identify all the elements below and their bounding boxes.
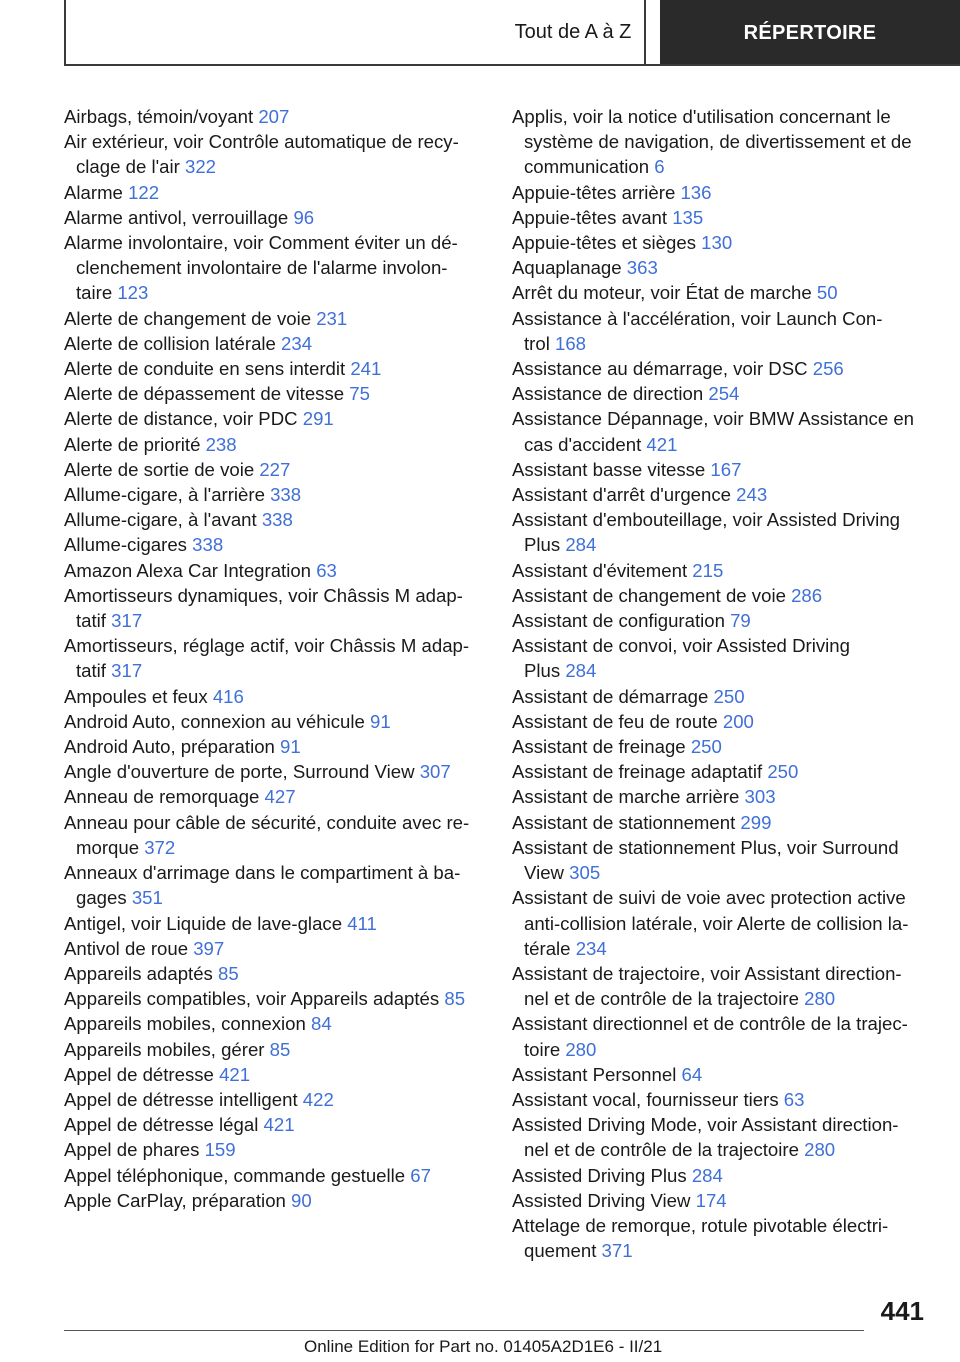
index-entry-page-link[interactable]: 215 [692,559,724,581]
index-entry-page-link[interactable]: 238 [205,433,237,455]
index-entry-page-link[interactable]: 317 [111,660,143,682]
index-entry [64,507,484,532]
index-entry-term: Assistant de stationnement [512,811,741,833]
index-entry [64,558,484,583]
index-entry [64,356,484,381]
index-entry [512,558,936,583]
index-entry-page-link[interactable]: 167 [710,458,742,480]
index-entry-page-link[interactable]: 256 [812,358,844,380]
header-tab-label: Tout de A à Z [514,20,632,43]
index-entry [512,280,936,305]
index-entry-term: Anneaux d'arrimage dans le compartiment à ba‐ gages [64,862,461,909]
index-entry-page-link[interactable]: 85 [218,962,239,984]
index-entry-term: Assistant d'évitement [512,559,693,581]
index-entry [64,911,484,936]
index-entry-page-link[interactable]: 96 [293,206,315,228]
index-entry-term: Appareils compatibles, voir Appareils adaptés [64,988,445,1010]
index-entry-term: Appuie-têtes arrière [512,181,681,203]
index-entry-term: Appareils adaptés [64,962,219,984]
index-entry-term: Assisted Driving View [512,1189,696,1211]
index-entry [64,205,484,230]
index-entry-term: Amazon Alexa Car Integration [64,559,317,581]
index-entry-term: Antivol de roue [64,937,194,959]
index-entry-term: Appareils mobiles, connexion [64,1013,312,1035]
index-entry [512,406,936,456]
index-entry-page-link[interactable]: 136 [680,181,712,203]
index-entry-page-link[interactable]: 122 [128,181,160,203]
index-entry-page-link[interactable]: 63 [316,559,337,581]
index-entry-page-link[interactable]: 250 [713,685,745,707]
index-entry-page-link[interactable]: 363 [626,257,658,279]
index-entry-page-link[interactable]: 6 [654,156,665,178]
index-entry [512,1163,936,1188]
index-entry-term: Attelage de remorque, rotule pivotable électri‐ quement [512,1214,889,1262]
index-entry-term: Appel de détresse intelligent [64,1088,303,1110]
index-entry-page-link[interactable]: 371 [601,1240,633,1262]
index-entry-term: Aquaplanage [512,257,627,279]
index-entry-term: Alerte de distance, voir PDC [64,408,303,430]
index-entry-page-link[interactable]: 338 [261,509,293,531]
index-entry-term: Air extérieur, voir Contrôle automatique de recy‐ clage de l'air [64,131,459,178]
index-entry-page-link[interactable]: 67 [410,1164,431,1186]
index-entry-term: Assistant basse vitesse [512,458,711,480]
index-entry-page-link[interactable]: 234 [575,937,607,959]
index-entry-page-link[interactable]: 372 [144,836,176,858]
index-entry-page-link[interactable]: 159 [204,1139,236,1161]
index-entry-page-link[interactable]: 284 [565,660,597,682]
index-entry [64,532,484,557]
index-entry-term: Assistant de trajectoire, voir Assistant direction‐ nel et de contrôle de la trajectoire [512,962,902,1010]
index-entry-page-link[interactable]: 254 [708,383,740,405]
index-entry [64,432,484,457]
index-entry [64,180,484,205]
index-entry-page-link[interactable]: 422 [302,1088,334,1110]
index-entry-page-link[interactable]: 79 [730,610,751,632]
index-entry-page-link[interactable]: 85 [269,1038,291,1060]
index-entry-term: Android Auto, connexion au véhicule [64,710,370,732]
index-entry [64,709,484,734]
index-entry [512,885,936,961]
index-entry [512,1213,936,1263]
index-entry-term: Appel de phares [64,1139,205,1161]
index-entry [64,406,484,431]
index-entry [64,684,484,709]
index-entry [512,684,936,709]
page-header [0,0,960,66]
index-entry-page-link[interactable]: 322 [184,156,217,178]
index-entry-page-link[interactable]: 135 [672,206,704,228]
index-entry [64,104,484,129]
index-entry-page-link[interactable]: 307 [419,761,451,783]
index-entry-page-link[interactable]: 305 [569,862,601,884]
index-entry-page-link[interactable]: 50 [816,282,838,304]
index-entry-term: Assistant de freinage [512,736,691,758]
index-entry [512,457,936,482]
index-entry-page-link[interactable]: 130 [701,232,733,254]
index-entry-term: Appel téléphonique, commande gestuelle [64,1164,411,1186]
index-column-right [512,104,936,1263]
index-entry-page-link[interactable]: 416 [212,685,244,707]
index-entry-term: Allume-cigare, à l'arrière [64,484,271,506]
index-entry-page-link[interactable]: 303 [744,786,776,808]
index-entry [64,936,484,961]
index-entry-page-link[interactable]: 338 [192,534,224,556]
index-entry [64,583,484,633]
index-entry-page-link[interactable]: 63 [783,1088,805,1110]
index-entry-page-link[interactable]: 280 [804,988,836,1010]
index-entry [512,356,936,381]
index-entry-term: Assistant de configuration [512,610,731,632]
index-entry [512,1087,936,1112]
index-entry-term: Alerte de conduite en sens interdit [64,358,351,380]
index-entry [64,381,484,406]
index-entry-term: Allume-cigare, à l'avant [64,509,262,531]
index-entry-page-link[interactable]: 280 [565,1038,597,1060]
index-entry [64,810,484,860]
index-entry-term: Appel de détresse [64,1063,220,1085]
index-entry [64,129,484,179]
page-number: 441 [880,1296,924,1326]
index-entry-page-link[interactable]: 284 [691,1164,723,1186]
index-entry-term: Assistance Dépannage, voir BMW Assistance en cas d'accident [512,408,915,455]
index-entry [64,1137,484,1162]
index-entry-term: Assistant de suivi de voie avec protection active anti-collision latérale, voir Alerte de collision la‐ térale [512,887,909,959]
index-entry-term: Assistant d'arrêt d'urgence [512,484,737,506]
index-entry [64,860,484,910]
index-entry-term: Amortisseurs, réglage actif, voir Châssis M adap‐ tatif [64,635,470,682]
index-entry [512,255,936,280]
index-entry-term: Assisted Driving Plus [512,1164,692,1186]
index-entry [64,986,484,1011]
index-entry-page-link[interactable]: 241 [350,358,382,380]
index-entry-page-link[interactable]: 397 [193,937,225,959]
index-entry [512,1011,936,1061]
index-entry [64,306,484,331]
index-entry [64,1188,484,1213]
index-entry [512,507,936,557]
index-entry [512,230,936,255]
index-entry-term: Appuie-têtes avant [512,206,673,228]
index-entry-term: Alerte de sortie de voie [64,458,260,480]
index-entry-term: Amortisseurs dynamiques, voir Châssis M adap‐ tatif [64,584,463,632]
index-entry [512,1188,936,1213]
index-entry [512,633,936,683]
index-entry-term: Assistance au démarrage, voir DSC [512,358,813,380]
index-entry-term: Apple CarPlay, préparation [64,1189,292,1211]
index-entry-term: Android Auto, préparation [64,736,281,758]
index-entry-term: Alerte de priorité [64,433,206,455]
index-entry [64,1112,484,1137]
index-entry-page-link[interactable]: 64 [681,1063,703,1085]
index-entry-page-link[interactable]: 351 [131,887,163,909]
index-entry [512,810,936,835]
index-entry-term: Appareils mobiles, gérer [64,1038,270,1060]
header-section-label: RÉPERTOIRE [660,0,960,66]
index-entry-term: Assistant de changement de voie [512,584,792,606]
index-entry [512,583,936,608]
index-entry-page-link[interactable]: 90 [291,1189,312,1211]
index-entry-page-link[interactable]: 168 [555,332,587,354]
index-entry-term: Angle d'ouverture de porte, Surround View [64,761,420,783]
index-entry [512,306,936,356]
index-entry-page-link[interactable]: 299 [740,811,772,833]
index-entry [512,482,936,507]
index-entry [512,961,936,1011]
index-entry [64,1011,484,1036]
index-entry-term: Airbags, témoin/voyant [64,106,259,127]
index-entry-term: Alarme involontaire, voir Comment éviter un dé‐ clenchement involontaire de l'alarme involon‐ taire [64,232,458,304]
index-entry-page-link[interactable]: 123 [117,282,149,304]
index-entry-page-link[interactable]: 317 [111,610,143,632]
footer-edition-text: Online Edition for Part no. 01405A2D1E6 - II/21 [304,1337,663,1356]
index-entry-page-link[interactable]: 227 [259,458,291,480]
index-entry [512,835,936,885]
index-entry-term: Assistance à l'accélération, voir Launch Con‐ trol [512,307,883,354]
index-entry-page-link[interactable]: 91 [369,710,391,732]
index-entry [64,230,484,306]
index-entry-page-link[interactable]: 174 [695,1189,727,1211]
index-entry [512,205,936,230]
index-entry-term: Antigel, voir Liquide de lave-glace [64,912,348,934]
index-entry-page-link[interactable]: 250 [690,736,722,758]
index-entry [64,759,484,784]
index-entry-term: Alerte de dépassement de vitesse [64,383,350,405]
index-entry-term: Applis, voir la notice d'utilisation concernant le système de navigation, de divertissement et de communication [512,106,912,178]
index-column-left [64,104,484,1213]
index-entry [64,734,484,759]
index-entry-term: Anneau de remorquage [64,786,265,808]
index-entry [512,381,936,406]
index-entry [512,1062,936,1087]
index-entry [64,1087,484,1112]
header-divider [64,64,960,66]
index-entry [64,1037,484,1062]
index-entry-term: Assistant Personnel [512,1063,682,1085]
index-entry-term: Assistant de feu de route [512,710,723,732]
index-entry-term: Alerte de collision latérale [64,332,282,354]
index-entry-page-link[interactable]: 421 [263,1114,295,1136]
index-entry-page-link[interactable]: 234 [281,332,313,354]
index-entry [64,457,484,482]
index-entry [512,784,936,809]
index-entry [512,180,936,205]
index-entry-term: Anneau pour câble de sécurité, conduite avec re‐ morque [64,811,470,858]
index-entry-page-link[interactable]: 91 [280,736,301,758]
index-entry [512,759,936,784]
index-entry-term: Alarme antivol, verrouillage [64,206,294,228]
index-entry-page-link[interactable]: 200 [722,710,754,732]
index-entry-term: Assistant de convoi, voir Assisted Driving Plus [512,635,850,682]
index-entry-term: Ampoules et feux [64,685,213,707]
index-entry-term: Appuie-têtes et sièges [512,232,702,254]
index-entry-page-link[interactable]: 231 [316,307,348,329]
index-entry-term: Assistant vocal, fournisseur tiers [512,1088,784,1110]
index-entry-term: Assistant de marche arrière [512,786,745,808]
index-entry-term: Assistant de freinage adaptatif [512,761,768,783]
index-entry-page-link[interactable]: 84 [311,1013,332,1035]
index-entry [64,482,484,507]
index-entry [512,104,936,180]
index-entry-term: Assisted Driving Mode, voir Assistant direction‐ nel et de contrôle de la trajectoire [512,1114,899,1161]
index-entry [64,1062,484,1087]
index-entry-term: Assistant de démarrage [512,685,714,707]
index-entry-page-link[interactable]: 207 [258,106,290,127]
index-entry-page-link[interactable]: 280 [804,1139,836,1161]
index-entry [64,784,484,809]
index-entry [512,608,936,633]
index-entry-page-link[interactable]: 427 [264,786,296,808]
index-entry-page-link[interactable]: 338 [270,484,302,506]
index-entry [512,1112,936,1162]
index-entry-term: Alarme [64,181,129,203]
index-entry-page-link[interactable]: 284 [565,534,597,556]
index-entry [64,961,484,986]
index-entry [64,633,484,683]
index-entry-page-link[interactable]: 75 [349,383,370,405]
index-entry-term: Appel de détresse légal [64,1114,264,1136]
index-entry-page-link[interactable]: 291 [302,408,334,430]
index-entry-term: Allume-cigares [64,534,193,556]
index-entry-term: Assistant directionnel et de contrôle de la trajec‐ toire [512,1013,908,1060]
index-entry-page-link[interactable]: 85 [444,988,466,1010]
index-entry [64,331,484,356]
index-entry-page-link[interactable]: 286 [791,584,823,606]
index-entry [512,709,936,734]
index-entry-page-link[interactable]: 243 [736,484,768,506]
index-entry-page-link[interactable]: 421 [646,433,678,455]
index-entry-term: Alerte de changement de voie [64,307,317,329]
index-entry-term: Arrêt du moteur, voir État de marche [512,282,817,304]
index-entry-page-link[interactable]: 421 [219,1063,251,1085]
index-entry-term: Assistant de stationnement Plus, voir Surround View [512,836,899,884]
index-entry-page-link[interactable]: 411 [347,912,377,934]
index-entry-term: Assistant d'embouteillage, voir Assisted Driving Plus [512,509,900,556]
index-entry-page-link[interactable]: 250 [767,761,799,783]
index-entry [512,734,936,759]
index-entry-term: Assistance de direction [512,383,709,405]
footer-divider [64,1330,864,1331]
index-entry [64,1163,484,1188]
